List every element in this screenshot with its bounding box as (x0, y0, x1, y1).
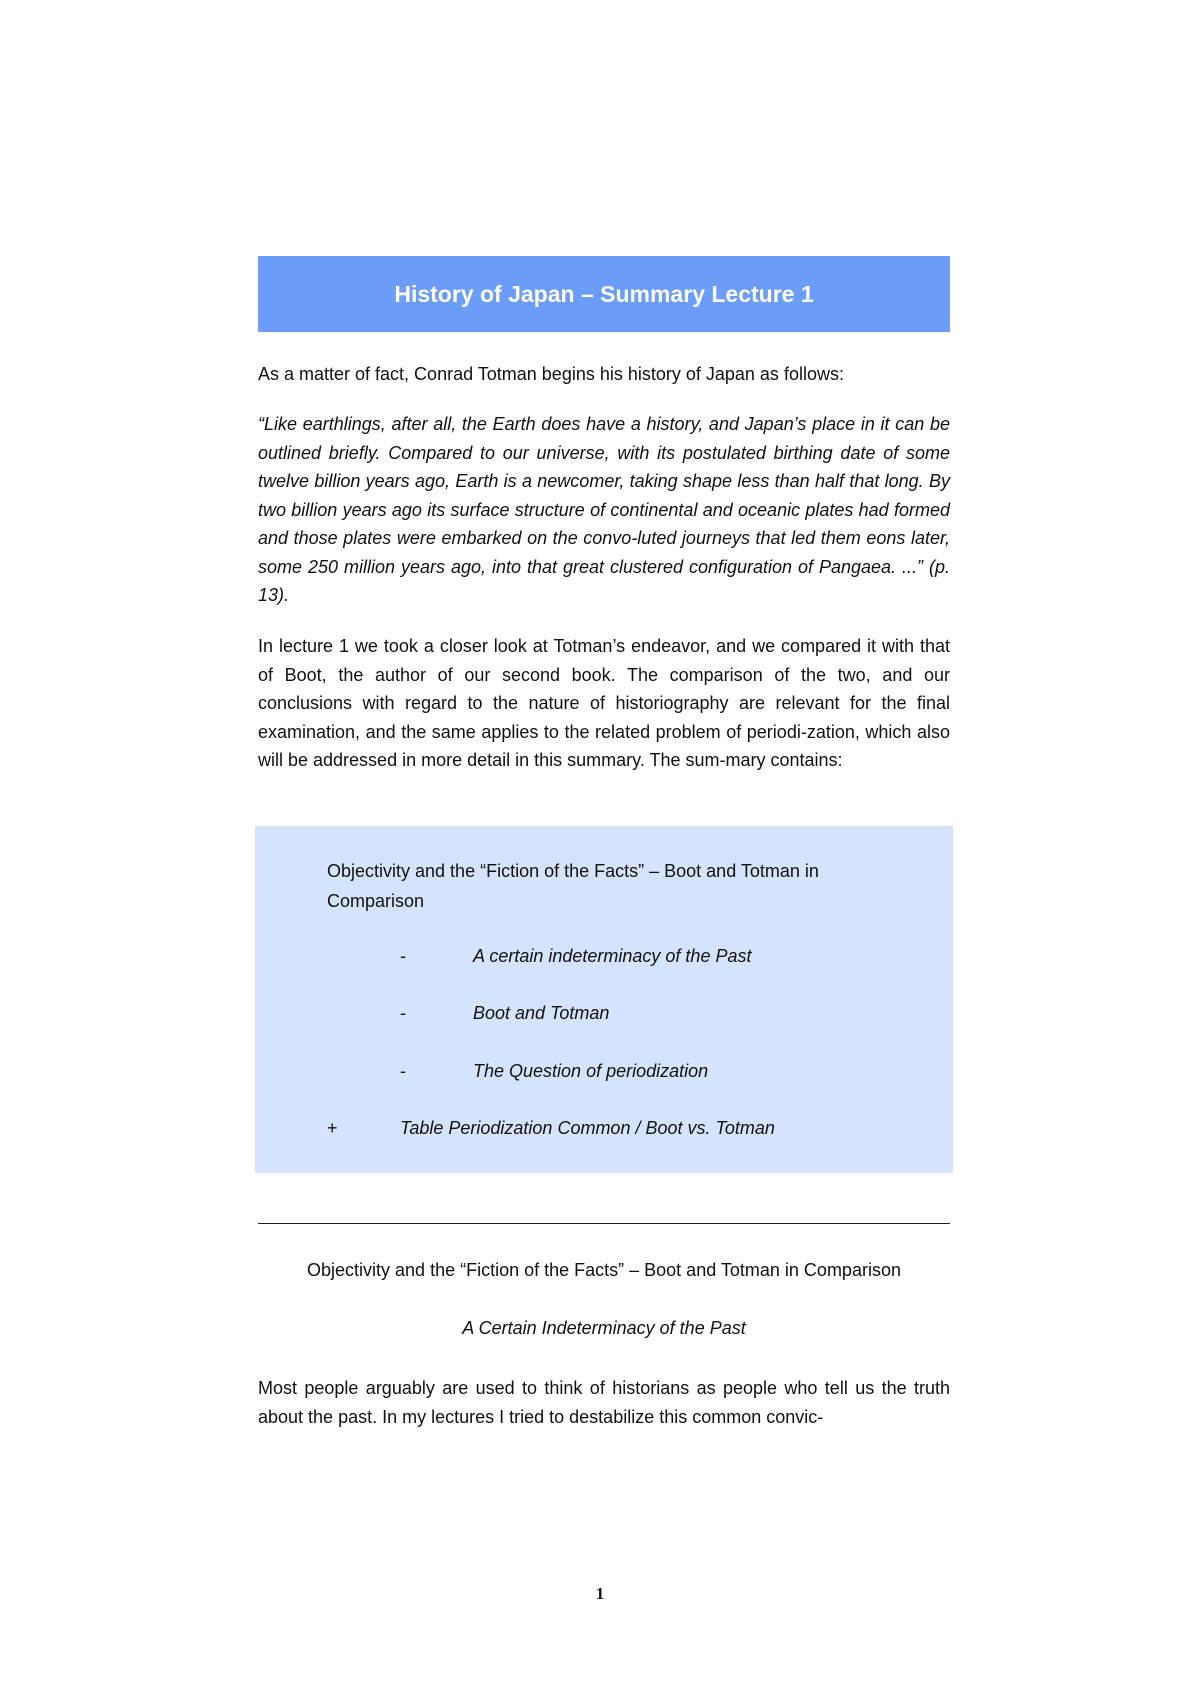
title-banner (258, 256, 950, 332)
contents-item: The Question of periodization (473, 1061, 709, 1081)
contents-bullet: + (327, 1118, 338, 1138)
contents-bullet: - (400, 1003, 406, 1023)
contents-item: Boot and Totman (473, 1003, 610, 1023)
contents-item: A certain indeterminacy of the Past (473, 946, 752, 966)
contents-item: Table Periodization Common / Boot vs. Totman (400, 1118, 775, 1138)
lecture-paragraph: In lecture 1 we took a closer look at Totman’s endeavor, and we compared it with that of Boot, the author of our second book. The comparison of the two, and our conclusions with regard to the nature of historiography are relevant for the final examination, and the same applies to the related problem of periodi-zation, which also will be addressed in more detail in this summary. The sum-mary contains: (258, 636, 950, 770)
contents-bullet: - (400, 946, 406, 966)
contents-box (255, 826, 953, 1173)
page-number: 1 (595, 1584, 605, 1603)
section-subtitle: A Certain Indeterminacy of the Past (462, 1318, 746, 1338)
document-title: History of Japan – Summary Lecture 1 (394, 280, 814, 307)
contents-heading: Objectivity and the “Fiction of the Facts” – Boot and Totman in Comparison (327, 861, 819, 911)
section-title: Objectivity and the “Fiction of the Facts” – Boot and Totman in Comparison (307, 1260, 901, 1280)
contents-bullet: - (400, 1061, 406, 1081)
section-divider (258, 1223, 950, 1224)
quote-paragraph: “Like earthlings, after all, the Earth does have a history, and Japan’s place in it can be outlined briefly. Compared to our universe, with its postulated birthing date of some twelve billion years ago, Earth is a newcomer, taking shape less than half that long. By two billion years ago its surface structure of continental and oceanic plates had formed and those plates were embarked on the convo-luted journeys that led them eons later, some 250 million years ago, into that great clustered configuration of Pangaea. ...” (p. 13). (258, 414, 950, 605)
section-body: Most people arguably are used to think of historians as people who tell us the truth about the past. In my lectures I tried to destabilize this common convic- (258, 1378, 950, 1427)
intro-paragraph: As a matter of fact, Conrad Totman begins his history of Japan as follows: (258, 364, 844, 384)
